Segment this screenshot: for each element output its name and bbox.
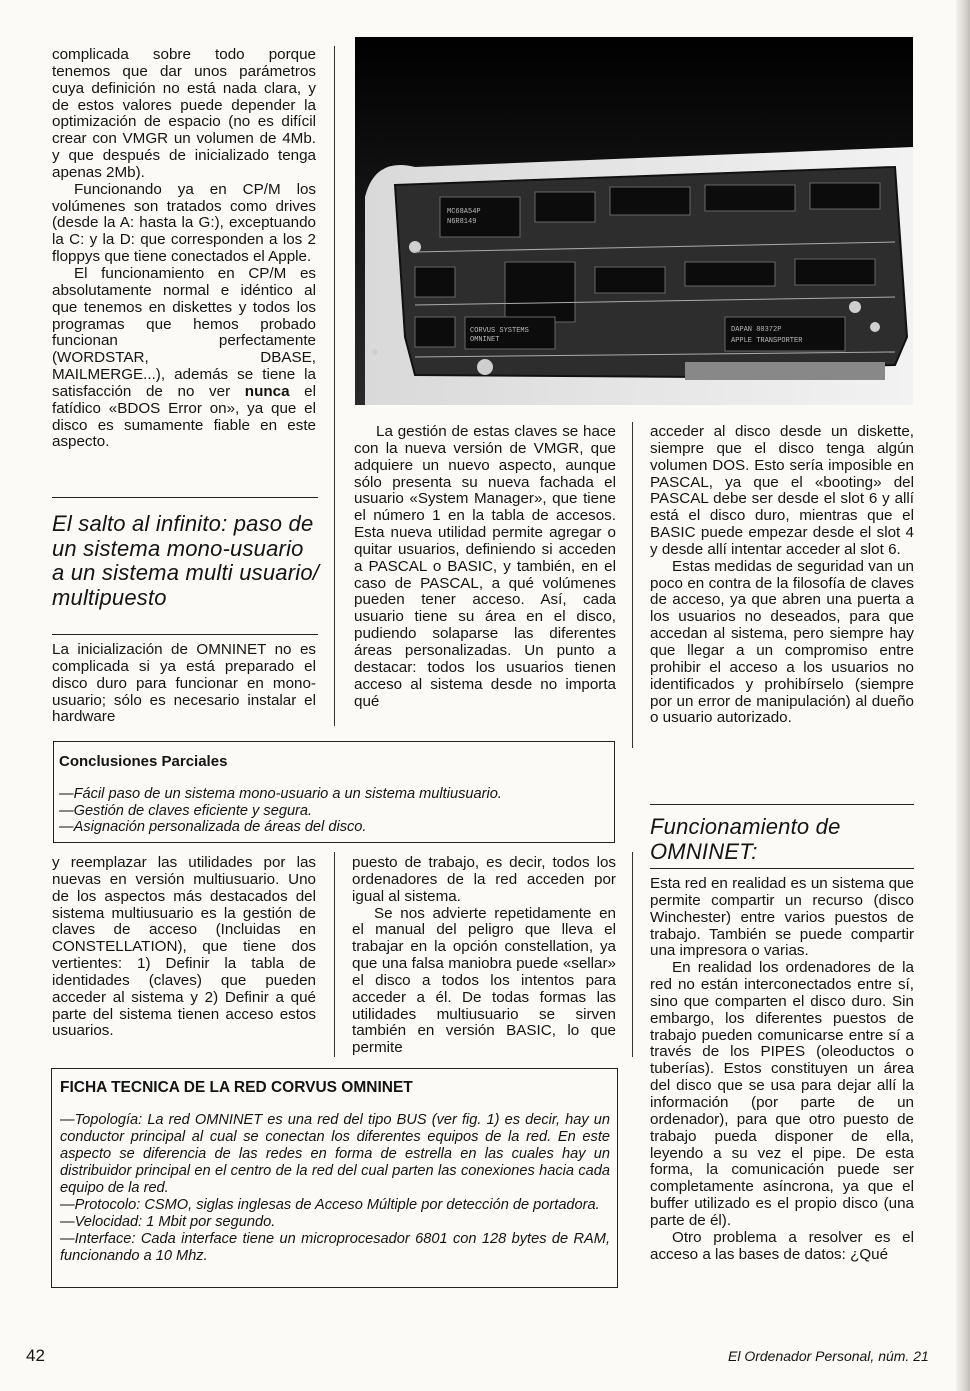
column-divider — [334, 852, 335, 1057]
chip-label: APPLE TRANSPORTER — [731, 337, 803, 345]
list-item: —Velocidad: 1 Mbit por segundo. — [60, 1214, 276, 1230]
right-column-top — [650, 424, 914, 727]
left-column-bottom — [52, 642, 316, 726]
section-rule — [650, 868, 914, 869]
chip-label: MC68A54P — [447, 208, 481, 216]
page-edge-shadow — [956, 0, 970, 1391]
section-heading: El salto al infinito: paso de un sistema mono-usuario a un sistema multi usuario/ multipuesto — [52, 511, 320, 610]
paragraph: Otro problema a resolver es el acceso a las bases de datos: ¿Qué — [650, 1228, 914, 1263]
middle-column-top — [354, 424, 616, 710]
paragraph: complicada sobre todo porque tenemos que dar unos parámetros cuya definición no está nada clara, y de estos valores puede depender la optimización de espacio (no es difícil crear con VMGR un volumen de 4Mb. y que después de inicializado tenga apenas 2Mb). — [52, 46, 316, 181]
paragraph: Estas medidas de seguridad van un poco en contra de la filosofía de claves de acceso, ya que abren una puerta a los usuarios no deseados, para que accedan al sistema, pero siempre hay que llegar a un compromiso entre prohibir el acceso a los usuarios no identificados y prohibírselo (siempre por un error de manipulación) al dueño o usuario autorizado. — [650, 557, 914, 727]
paragraph: y reemplazar las utilidades por las nuevas en versión multiusuario. Uno de los aspectos más destacados del sistema multiusuario es la gestión de claves de acceso (Incluidas en CONSTELLATION), que tiene dos vertientes: 1) Definir la tabla de identidades (claves) que pueden acceder al sistema y 2) Definir a qué parte del sistema tienen acceso estos usuarios. — [52, 854, 316, 1040]
chip-label: OMNINET — [470, 336, 500, 344]
conclusiones-title: Conclusiones Parciales — [59, 753, 228, 770]
chip-label: N6R8149 — [447, 218, 477, 226]
section-rule — [52, 497, 318, 498]
lower-left-column — [52, 855, 316, 1040]
chip-label: DAPAN 80372P — [731, 326, 782, 334]
column-divider — [334, 46, 335, 726]
column-divider — [632, 852, 633, 1057]
list-item: —Gestión de claves eficiente y segura. — [59, 802, 313, 819]
circuit-board-photo — [355, 37, 913, 405]
ficha-title: FICHA TECNICA DE LA RED CORVUS OMNINET — [60, 1079, 413, 1096]
corvus-omninet-card-image — [355, 37, 913, 405]
paragraph: Se nos advierte repetidamente en el manual del peligro que lleva el trabajar en la opción constellation, ya que una falsa maniobra puede «sellar» el disco a todos los intentos para acceder a él. De todas formas las utilidades multiusuario se sirven también en versión BASIC, lo que permite — [352, 904, 616, 1057]
paragraph: Esta red en realidad es un sistema que permite compartir un recurso (disco Winchester) entre varios puestos de trabajo. También se puede compartir una impresora o varias. — [650, 875, 914, 960]
paragraph: En realidad los ordenadores de la red no están interconectados entre sí, sino que comparten el disco duro. Sin embargo, los diferentes puestos de trabajo pueden comunicarse entre sí a través de los PIPES (oleoductos o tuberías). Estos constituyen un área del disco que se usa para dejar allí la información (por parte de un ordenador), para que otro puesto de trabajo pueda disponer de ella, leyendo a su vez el pipe. De esta forma, la comunicación puede ser completamente asíncrona, ya que el buffer utilizado es el propio disco (una parte de él). — [650, 959, 914, 1229]
page-number: 42 — [26, 1346, 45, 1365]
conclusiones-box — [53, 741, 615, 843]
paragraph: puesto de trabajo, es decir, todos los ordenadores de la red acceden por igual al sistema. — [352, 854, 616, 905]
section-heading-block — [52, 512, 320, 610]
paragraph: La gestión de estas claves se hace con la nueva versión de VMGR, que adquiere un nuevo aspecto, aunque sólo presenta su nueva fachada el usuario «System Manager», que tiene el número 1 en la tabla de accesos. Esta nueva utilidad permite agregar o quitar usuarios, definiendo si acceden a PASCAL o BASIC, y también, en el caso de PASCAL, a qué volúmenes pueden tener acceso. Así, cada usuario tiene su área en el disco, pudiendo solaparse las diferentes áreas personalizadas. Un punto a destacar: todos los usuarios tienen acceso al sistema desde no importa qué — [354, 423, 616, 710]
paragraph: El funcionamiento en CP/M es absolutamente normal e idéntico al que tenemos en diskettes y todos los programas que hemos probado funcionan perfectamente (WORDSTAR, DBASE, MAILMERGE...), además se tiene la satisfacción de no ver nunca el fatídico «BDOS Error on», ya que el disco es sumamente fiable en este aspecto. — [52, 264, 316, 451]
paragraph: acceder al disco desde un diskette, siempre que el disco tenga algún volumen DOS. Esto sería imposible en PASCAL, ya que el «booting» del PASCAL debe ser desde el slot 6 y allí está el disco duro, mientras que el BASIC puede empezar desde el slot 4 y desde allí intentar acceder al slot 6. — [650, 423, 914, 558]
section-rule — [52, 634, 318, 635]
list-item: —Fácil paso de un sistema mono-usuario a un sistema multiusuario. — [59, 786, 502, 802]
ficha-list — [60, 1112, 610, 1265]
list-item: —Protocolo: CSMO, siglas inglesas de Acceso Múltiple por detección de portadora. — [60, 1197, 600, 1213]
list-item: —Interface: Cada interface tiene un microprocesador 6801 con 128 bytes de RAM, funcionando a 10 Mhz. — [60, 1231, 610, 1264]
conclusiones-list — [59, 786, 615, 836]
paragraph: Funcionando ya en CP/M los volúmenes son tratados como drives (desde la A: hasta la G:), exceptuando la C: y la D: que corresponden a los 2 floppys que tiene conectados el Apple. — [52, 180, 316, 266]
magazine-footer: El Ordenador Personal, núm. 21 — [728, 1348, 929, 1364]
list-item: —Asignación personalizada de áreas del disco. — [59, 819, 367, 836]
section-heading: Funcionamiento de OMNINET: — [650, 814, 841, 864]
left-column-top — [52, 47, 316, 451]
lower-middle-column — [352, 855, 616, 1057]
section-rule — [650, 804, 914, 805]
paragraph: La inicialización de OMNINET no es complicada si ya está preparado el disco duro para funcionar en mono-usuario; sólo es necesario instalar el hardware — [52, 641, 316, 726]
ficha-tecnica-box — [51, 1068, 618, 1288]
section-heading-block — [650, 815, 916, 864]
column-divider — [632, 422, 633, 748]
right-column-bottom — [650, 876, 914, 1263]
chip-label: CORVUS SYSTEMS — [470, 327, 529, 335]
list-item: —Topología: La red OMNINET es una red del tipo BUS (ver fig. 1) es decir, hay un conductor principal al cual se conectan los diferentes equipos de la red. En este aspecto se diferencia de las redes en forma de estrella en las cuales hay un distribuidor principal en el centro de la red del cual parten las conexiones hacia cada equipo de la red. — [60, 1112, 610, 1196]
